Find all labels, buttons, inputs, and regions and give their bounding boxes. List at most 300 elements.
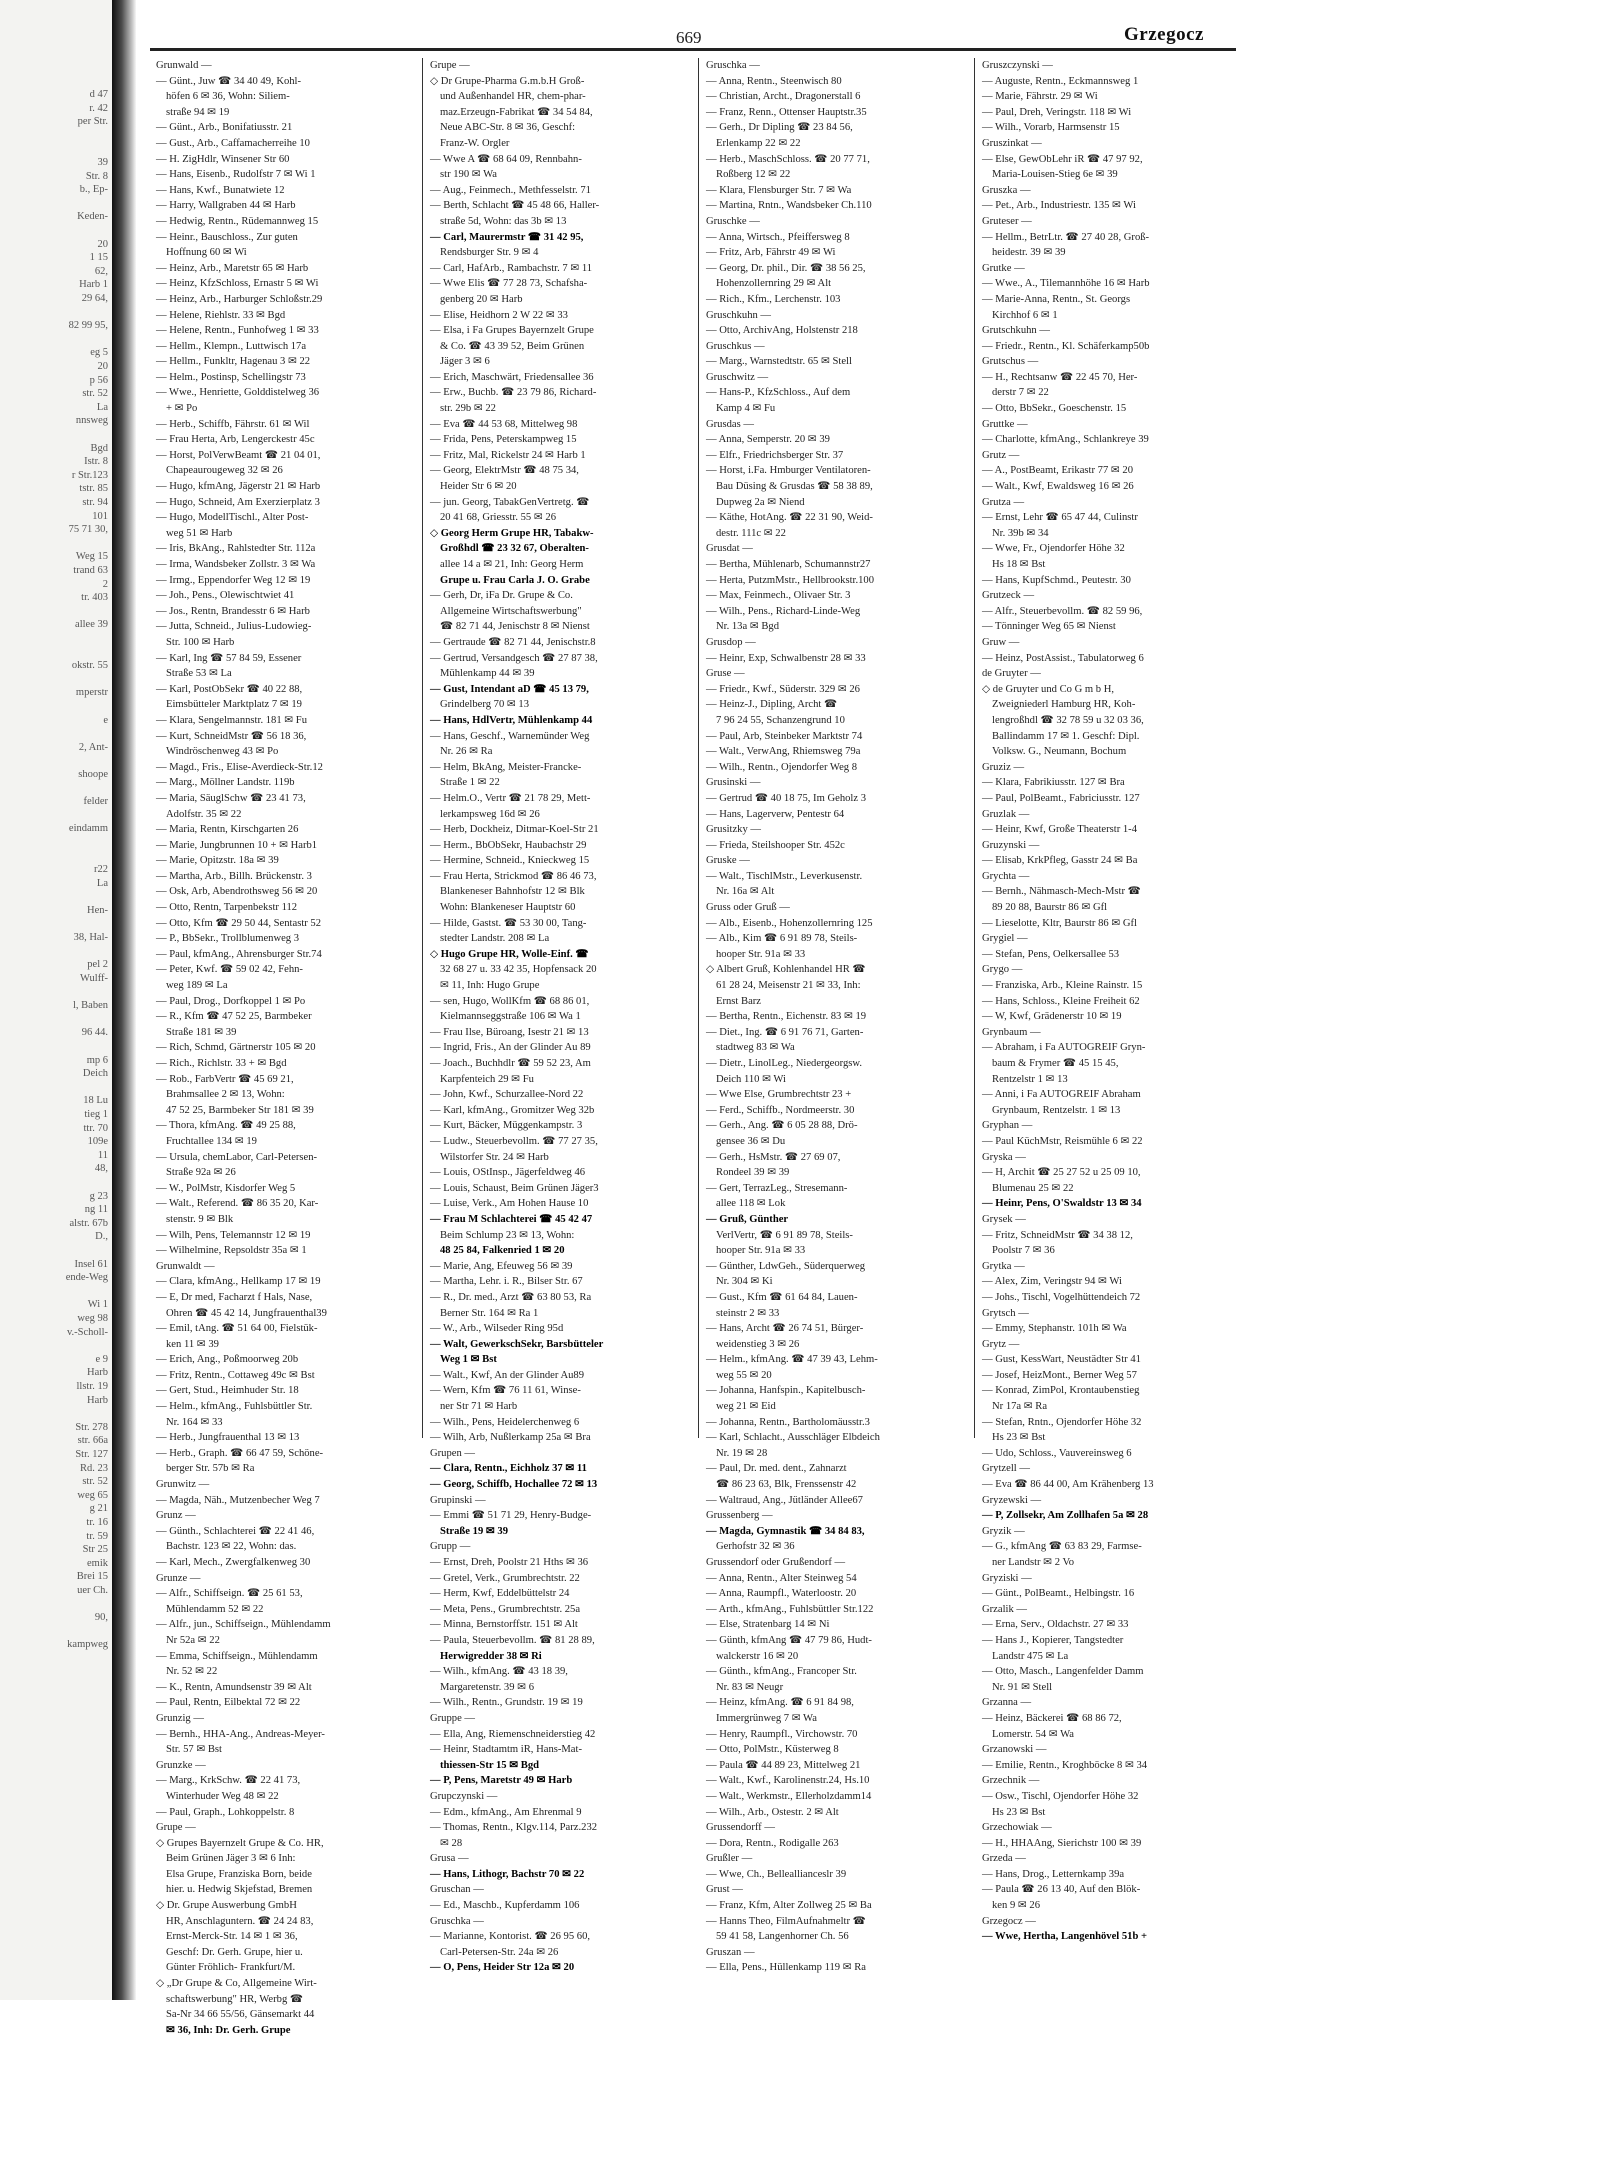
directory-entry: Grupinski — (430, 1494, 486, 1506)
margin-fragment: Harb (87, 1394, 108, 1406)
directory-entry: — Iris, BkAng., Rahlstedter Str. 112a (156, 543, 316, 555)
directory-entry: walckerstr 16 ✉ 20 (716, 1650, 799, 1662)
directory-entry: — Elsa, i Fa Grupes Bayernzelt Grupe (430, 325, 594, 337)
directory-entry: — Luise, Verk., Am Hohen Hause 10 (430, 1198, 589, 1210)
directory-entry: Grytsch — (982, 1307, 1029, 1319)
directory-entry: Winterhuder Weg 48 ✉ 22 (166, 1790, 279, 1802)
directory-entry: gensee 36 ✉ Du (716, 1135, 786, 1147)
directory-entry: — Paul, Rentn, Eilbektal 72 ✉ 22 (156, 1697, 301, 1709)
directory-entry: — Martha, Arb., Billh. Brückenstr. 3 (156, 870, 312, 882)
directory-entry: Herwigredder 38 ✉ Ri (440, 1650, 542, 1662)
directory-entry: Carl-Petersen-Str. 24a ✉ 26 (440, 1946, 559, 1958)
margin-fragment: 96 44. (81, 1027, 108, 1039)
directory-entry: Gruschka — (706, 60, 760, 71)
margin-fragment: 11 (97, 1149, 108, 1161)
directory-entry: Bau Düsing & Grusdas ☎ 58 38 89, (716, 481, 873, 493)
directory-entry: Grysek — (982, 1213, 1026, 1225)
directory-entry: — Heinr, Pens, O'Swaldstr 13 ✉ 34 (982, 1198, 1142, 1210)
directory-entry: Gruszczynski — (982, 60, 1053, 71)
directory-entry: — Marg., KrkSchw. ☎ 22 41 73, (156, 1775, 301, 1787)
directory-entry: — Helm., kfmAng., Fuhlsbüttler Str. (156, 1401, 313, 1413)
margin-fragment: tr. 16 (86, 1517, 108, 1528)
directory-entry: — Paul, kfmAng., Ahrensburger Str.74 (156, 948, 322, 960)
directory-entry: — Hilde, Gastst. ☎ 53 30 00, Tang- (430, 917, 587, 929)
directory-entry: — Helene, Riehlstr. 33 ✉ Bgd (156, 309, 286, 321)
directory-entry: Berner Str. 164 ✉ Ra 1 (440, 1307, 539, 1319)
directory-entry: Grutschkuhn — (982, 325, 1050, 337)
directory-entry: — Max, Feinmech., Olivaer Str. 3 (706, 590, 851, 602)
directory-entry: — G., kfmAng ☎ 63 83 29, Farmse- (982, 1541, 1142, 1553)
margin-fragment: str. 66a (77, 1435, 108, 1447)
directory-entry: — Joach., Buchhdlr ☎ 59 52 23, Am (430, 1058, 591, 1069)
directory-entry: — Auguste, Rentn., Eckmannsweg 1 (982, 75, 1139, 87)
directory-entry: schaftswerbung" HR, Werbg ☎ (166, 1993, 304, 2005)
directory-entry: — Friedr., Kwf., Süderstr. 329 ✉ 26 (706, 683, 860, 695)
directory-entry: 20 41 68, Griesstr. 55 ✉ 26 (440, 512, 556, 524)
directory-entry: Nr 52a ✉ 22 (166, 1634, 220, 1646)
directory-entry: Grust — (706, 1884, 743, 1896)
directory-entry: — Karl, kfmAng., Gromitzer Weg 32b (430, 1104, 595, 1116)
directory-entry: ◇ „Dr Grupe & Co, Allgemeine Wirt- (156, 1978, 317, 1990)
directory-entry: — Marg., Warnstedtstr. 65 ✉ Stell (706, 356, 852, 368)
directory-entry: Gryska — (982, 1151, 1026, 1163)
directory-entry: — Heinz, kfmAng. ☎ 6 91 84 98, (706, 1697, 854, 1709)
directory-entry: 61 28 24, Meisenstr 21 ✉ 33, Inh: (716, 980, 861, 992)
directory-entry: Franz-W. Orgler (440, 137, 510, 149)
directory-entry: — Henry, Raumpfl., Virchowstr. 70 (706, 1728, 858, 1740)
directory-entry: Grynbaum — (982, 1026, 1041, 1038)
directory-entry: Grupe — (430, 60, 470, 71)
margin-fragment: Str. 278 (75, 1421, 108, 1433)
directory-entry: weg 55 ✉ 20 (716, 1369, 772, 1381)
directory-entry: — Harry, Wallgraben 44 ✉ Harb (156, 200, 296, 212)
margin-fragment: okstr. 55 (71, 660, 108, 672)
directory-entry: — Alfr., Schiffseign. ☎ 25 61 53, (156, 1588, 303, 1600)
directory-entry: — Hugo, kfmAng, Jägerstr 21 ✉ Harb (156, 481, 321, 493)
margin-fragment: weg 98 (77, 1313, 108, 1324)
directory-entry: — Wilh., kfmAng. ☎ 43 18 39, (430, 1666, 568, 1678)
directory-entry: — Otto, Rentn, Tarpenbekstr 112 (156, 902, 298, 914)
directory-entry: — Frieda, Steilshooper Str. 452c (706, 839, 845, 851)
directory-entry: heidestr. 39 ✉ 39 (992, 247, 1066, 259)
directory-entry: — Käthe, HotAng. ☎ 22 31 90, Weid- (706, 512, 873, 524)
directory-entry: Grunz — (156, 1510, 196, 1522)
directory-entry: — Martina, Rntn., Wandsbeker Ch.110 (706, 200, 872, 212)
directory-entry: Hohenzollernring 29 ✉ Alt (716, 278, 832, 290)
directory-entry: — Hugo, ModellTischl., Alter Post- (156, 512, 309, 524)
directory-entry: — Magda, Näh., Mutzenbecher Weg 7 (156, 1494, 320, 1506)
directory-entry: — Wilh., Rentn., Grundstr. 19 ✉ 19 (430, 1697, 583, 1709)
margin-fragment: 18 Lu (83, 1095, 108, 1107)
directory-entry: hooper Str. 91a ✉ 33 (716, 1245, 806, 1257)
directory-entry: — Irmg., Eppendorfer Weg 12 ✉ 19 (156, 574, 311, 586)
directory-entry: Grupczynski — (430, 1790, 498, 1802)
margin-fragment: 2 (102, 578, 108, 590)
margin-fragment: Harb 1 (79, 279, 108, 291)
margin-fragment: e (103, 714, 108, 726)
directory-entry: weg 21 ✉ Eid (716, 1401, 776, 1413)
directory-entry: — Johs., Tischl, Vogelhüttendeich 72 (982, 1291, 1141, 1303)
margin-fragment: La (96, 401, 108, 413)
directory-entry: — Ed., Maschb., Kupferdamm 106 (430, 1900, 580, 1912)
margin-fragment: r. 42 (89, 102, 108, 114)
directory-entry: Gruszka — (982, 184, 1031, 196)
margin-fragment: Wi 1 (87, 1299, 108, 1311)
directory-entry: — Wwe, Hertha, Langenhövel 51b + (982, 1931, 1148, 1943)
directory-entry: — Georg, Schiffb, Hochallee 72 ✉ 13 (430, 1479, 598, 1491)
directory-entry: — Gerh, Dr, iFa Dr. Grupe & Co. (430, 590, 573, 602)
directory-entry: Karpfenteich 29 ✉ Fu (440, 1073, 534, 1085)
directory-entry: Wilstorfer Str. 24 ✉ Harb (440, 1151, 549, 1163)
directory-entry: Grußler — (706, 1853, 753, 1865)
directory-entry: — H., Rechtsanw ☎ 22 45 70, Her- (982, 371, 1138, 383)
directory-entry: — sen, Hugo, WollKfm ☎ 68 86 01, (430, 995, 590, 1007)
directory-entry: allee 118 ✉ Lok (716, 1198, 786, 1210)
directory-entry: Mühlenkamp 44 ✉ 39 (440, 668, 535, 680)
directory-entry: — Magd., Fris., Elise-Averdieck-Str.12 (156, 761, 323, 773)
directory-entry: Hs 23 ✉ Bst (992, 1806, 1046, 1818)
directory-entry: Gruss oder Gruß — (706, 902, 790, 914)
directory-entry: — Horst, PolVerwBeamt ☎ 21 04 01, (156, 449, 321, 461)
directory-entry: Fruchtallee 134 ✉ 19 (166, 1135, 257, 1147)
directory-entry: — Walt., Referend. ☎ 86 35 20, Kar- (156, 1198, 319, 1210)
directory-entry: ◇ Dr Grupe-Pharma G.m.b.H Groß- (430, 75, 585, 87)
directory-entry: — Jos., Rentn, Brandesstr 6 ✉ Harb (156, 605, 310, 617)
directory-entry: — Christian, Archt., Dragonerstall 6 (706, 91, 861, 103)
directory-entry: — Otto, Masch., Langenfelder Damm (982, 1666, 1144, 1678)
margin-fragment: Harb (87, 1367, 108, 1379)
directory-entry: Allgemeine Wirtschaftswerbung" (440, 605, 582, 617)
margin-fragment: felder (83, 796, 108, 808)
directory-entry: Grytzell — (982, 1463, 1030, 1475)
directory-entry: — Elisab, KrkPfleg, Gasstr 24 ✉ Ba (982, 855, 1138, 867)
directory-entry: Grunzig — (156, 1712, 204, 1724)
directory-entry: ◇ Georg Herm Grupe HR, Tabakw- (430, 527, 594, 539)
directory-entry: — Paula, Steuerbevollm. ☎ 81 28 89, (430, 1634, 595, 1646)
directory-entry: — Josef, HeizMont., Berner Weg 57 (982, 1369, 1137, 1381)
margin-fragment: l, Baben (73, 1000, 108, 1012)
directory-entry: Gruteser — (982, 215, 1032, 227)
directory-entry: — Bernh., Nähmasch-Mech-Mstr ☎ (982, 886, 1141, 898)
directory-entry: — Georg, Dr. phil., Dir. ☎ 38 56 25, (706, 262, 866, 274)
directory-entry: — H, Archit ☎ 25 27 52 u 25 09 10, (982, 1167, 1141, 1179)
directory-entry: — Fritz, Arb, Fährstr 49 ✉ Wi (706, 247, 836, 259)
directory-entry: Nr. 304 ✉ Ki (716, 1276, 773, 1288)
directory-entry: — Helm.O., Vertr ☎ 21 78 29, Mett- (430, 792, 591, 804)
directory-entry: Nr. 164 ✉ 33 (166, 1416, 223, 1428)
margin-fragment: Hen- (87, 905, 108, 916)
margin-fragment: D., (95, 1231, 108, 1243)
directory-entry: Gerhofstr 32 ✉ 36 (716, 1541, 795, 1553)
page-binding-shadow (112, 0, 136, 2000)
directory-entry: — Pet., Arb., Industriestr. 135 ✉ Wi (982, 200, 1136, 212)
directory-entry: — Rob., FarbVertr ☎ 45 69 21, (156, 1073, 294, 1085)
directory-entry: Grutke — (982, 262, 1025, 274)
margin-fragment: Str. 8 (85, 170, 108, 182)
directory-entry: Nr. 13a ✉ Bgd (716, 621, 780, 633)
directory-entry: Chapeaurougeweg 32 ✉ 26 (166, 465, 283, 477)
directory-entry: Jäger 3 ✉ 6 (440, 356, 490, 368)
directory-entry: — Günther, LdwGeh., Süderquerweg (706, 1260, 866, 1272)
previous-page-margin (0, 0, 112, 2000)
directory-entry: — Marie, Fährstr. 29 ✉ Wi (982, 91, 1098, 103)
directory-column-4 (982, 58, 1236, 1943)
margin-fragment: 20 (97, 238, 108, 250)
margin-fragment: 39 (97, 157, 108, 168)
directory-entry: — Gertraude ☎ 82 71 44, Jenischstr.8 (430, 636, 596, 648)
directory-entry: — Wilh., Vorarb, Harmsenstr 15 (982, 122, 1120, 134)
directory-entry: — Hans-P., KfzSchloss., Auf dem (706, 387, 851, 399)
margin-fragment: r22 (94, 864, 108, 876)
directory-entry: — Fritz, SchneidMstr ☎ 34 38 12, (982, 1229, 1133, 1241)
directory-entry: — Carl, Maurermstr ☎ 31 42 95, (430, 231, 584, 243)
directory-entry: — Herb., MaschSchloss. ☎ 20 77 71, (706, 153, 870, 165)
directory-entry: 89 20 88, Baurstr 86 ✉ Gfl (992, 902, 1108, 914)
margin-fragment: per Str. (77, 116, 108, 128)
directory-entry: — Hermine, Schneid., Knieckweg 15 (430, 855, 590, 867)
margin-fragment: 48, (94, 1163, 108, 1175)
directory-entry: Grusinski — (706, 777, 761, 789)
directory-entry: Grussenberg — (706, 1510, 773, 1522)
margin-fragment: str. 52 (82, 388, 108, 400)
directory-entry: Kirchhof 6 ✉ 1 (992, 309, 1058, 321)
directory-entry: — Hans, Lithogr, Bachstr 70 ✉ 22 (430, 1868, 585, 1880)
directory-entry: — Franz, Renn., Ottenser Hauptstr.35 (706, 106, 867, 118)
directory-entry: — Marianne, Kontorist. ☎ 26 95 60, (430, 1931, 591, 1943)
directory-entry: — Otto, PolMstr., Küsterweg 8 (706, 1744, 839, 1756)
margin-fragment: ttr. 70 (83, 1122, 108, 1134)
directory-entry: — Walt, GewerkschSekr, Barsbütteler (430, 1338, 604, 1350)
directory-entry: — Clara, kfmAng., Hellkamp 17 ✉ 19 (156, 1276, 321, 1288)
directory-entry: — Erw., Buchb. ☎ 23 79 86, Richard- (430, 387, 597, 399)
directory-entry: — Franz, Kfm, Alter Zollweg 25 ✉ Ba (706, 1900, 872, 1912)
directory-entry: Grupe — (156, 1822, 196, 1834)
directory-entry: — Paul, Arb, Steinbeker Marktstr 74 (706, 730, 863, 742)
directory-entry: — Heinr, Exp, Schwalbenstr 28 ✉ 33 (706, 652, 866, 664)
directory-entry: — Frida, Pens, Peterskampweg 15 (430, 434, 577, 446)
directory-entry: 7 96 24 55, Schanzengrund 10 (716, 714, 845, 726)
directory-entry: — Paul, Graph., Lohkoppelstr. 8 (156, 1806, 295, 1818)
directory-entry: — Bernh., HHA-Ang., Andreas-Meyer- (156, 1728, 325, 1740)
directory-entry: Grzanowski — (982, 1744, 1047, 1756)
directory-entry: — Heinz, PostAssist., Tabulatorweg 6 (982, 652, 1144, 664)
directory-entry: — Herta, PutzmMstr., Hellbrookstr.100 (706, 574, 875, 586)
directory-entry: — Walt., Kwf, Ewaldsweg 16 ✉ 26 (982, 481, 1134, 493)
directory-entry: — Fritz, Rentn., Cottaweg 49c ✉ Bst (156, 1369, 315, 1381)
margin-fragment: 38, Hal- (73, 932, 108, 944)
directory-entry: straße 94 ✉ 19 (166, 106, 230, 118)
margin-fragment: g 21 (89, 1503, 108, 1515)
directory-entry: ☎ 82 71 44, Jenischstr 8 ✉ Nienst (440, 621, 590, 633)
directory-entry: Grutz — (982, 449, 1020, 461)
margin-fragment: 90, (94, 1612, 108, 1624)
directory-entry: Grunwitz — (156, 1479, 210, 1491)
directory-entry: Gruszinkat — (982, 137, 1042, 149)
directory-entry: Rendsburger Str. 9 ✉ 4 (440, 247, 539, 259)
directory-entry: — Gerh., Dr Dipling ☎ 23 84 56, (706, 122, 853, 134)
directory-entry: — Hugo, Schneid, Am Exerzierplatz 3 (156, 496, 320, 508)
directory-entry: 47 52 25, Barmbeker Str 181 ✉ 39 (166, 1104, 314, 1116)
directory-entry: Margaretenstr. 39 ✉ 6 (440, 1681, 534, 1693)
margin-fragment: 75 71 30, (68, 524, 108, 536)
directory-entry: — Gruß, Günther (706, 1213, 789, 1225)
directory-entry: — Diet., Ing. ☎ 6 91 76 71, Garten- (706, 1026, 864, 1038)
directory-entry: — Kurt, Bäcker, Müggenkampstr. 3 (430, 1120, 583, 1132)
directory-entry: Grzechnik — (982, 1775, 1040, 1787)
directory-entry: — W., PolMstr, Kisdorfer Weg 5 (156, 1182, 296, 1194)
directory-entry: — Clara, Rentn., Eichholz 37 ✉ 11 (430, 1463, 587, 1475)
directory-entry: Mühlendamm 52 ✉ 22 (166, 1603, 264, 1615)
directory-entry: Grutschus — (982, 356, 1039, 368)
directory-entry: — Paul, Drog., Dorfkoppel 1 ✉ Po (156, 995, 306, 1007)
directory-entry: & Co. ☎ 43 39 52, Beim Grünen (440, 340, 585, 352)
directory-entry: — Wern, Kfm ☎ 76 11 61, Winse- (430, 1385, 581, 1397)
directory-entry: Gryziski — (982, 1572, 1032, 1584)
directory-entry: ✉ 11, Inh: Hugo Grupe (440, 980, 540, 992)
directory-entry: — jun. Georg, TabakGenVertretg. ☎ (430, 496, 590, 508)
directory-entry: — Hellm., Klempn., Luttwisch 17a (156, 340, 307, 352)
directory-entry: — Heinr, Stadtamtm iR, Hans-Mat- (430, 1744, 582, 1756)
directory-entry: Nr. 83 ✉ Neugr (716, 1681, 784, 1693)
directory-entry: Gryphan — (982, 1120, 1033, 1132)
directory-entry: — Bertha, Rentn., Eichenstr. 83 ✉ 19 (706, 1011, 867, 1023)
directory-entry: 32 68 27 u. 33 42 35, Hopfensack 20 (440, 964, 597, 976)
directory-entry: Lomerstr. 54 ✉ Wa (992, 1728, 1074, 1740)
margin-fragment: alstr. 67b (69, 1217, 108, 1229)
directory-entry: Gruziz — (982, 761, 1025, 773)
directory-entry: ☎ 86 23 63, Blk, Frenssenstr 42 (716, 1479, 857, 1491)
margin-fragment: Brei 15 (76, 1571, 108, 1583)
directory-entry: — Gust., Kfm ☎ 61 64 84, Lauen- (706, 1291, 858, 1303)
directory-entry: — Rich., Kfm., Lerchenstr. 103 (706, 293, 841, 305)
directory-entry: Sa-Nr 34 66 55/56, Gänsemarkt 44 (166, 2009, 315, 2021)
directory-entry: Brahmsallee 2 ✉ 13, Wohn: (166, 1089, 285, 1101)
margin-fragment: shoope (78, 769, 108, 780)
margin-fragment: 62, (94, 265, 108, 277)
directory-entry: Blumenau 25 ✉ 22 (992, 1182, 1074, 1194)
directory-entry: — P, Zollsekr, Am Zollhafen 5a ✉ 28 (982, 1510, 1149, 1522)
directory-entry: Gruttke — (982, 418, 1028, 430)
directory-entry: — Eva ☎ 44 53 68, Mittelweg 98 (430, 418, 578, 430)
page-number: 669 (676, 28, 702, 47)
directory-entry: Gruschan — (430, 1884, 484, 1896)
column-divider (698, 58, 699, 1438)
directory-entry: weg 51 ✉ Harb (166, 527, 233, 539)
margin-fragment: Wulff- (80, 973, 108, 984)
directory-entry: — Gertrud, Versandgesch ☎ 27 87 38, (430, 652, 598, 664)
directory-entry: — Hans J., Kopierer, Tangstedter (982, 1634, 1124, 1646)
directory-entry: — Günt., Juw ☎ 34 40 49, Kohl- (156, 75, 302, 87)
directory-entry: — Friedr., Rentn., Kl. Schäferkamp50b (982, 340, 1150, 352)
directory-entry: 59 41 58, Langenhorner Ch. 56 (716, 1931, 849, 1943)
margin-fragment: uer Ch. (77, 1585, 108, 1596)
directory-entry: — Johanna, Hanfspin., Kapitelbusch- (706, 1385, 866, 1397)
directory-entry: weg 189 ✉ La (166, 980, 228, 992)
directory-column-2 (430, 58, 684, 1974)
directory-entry: Gruschka — (430, 1915, 484, 1927)
margin-fragment: 2, Ant- (78, 741, 108, 753)
margin-fragment: 1 15 (89, 252, 108, 264)
directory-entry: — Hanns Theo, FilmAufnahmeltr ☎ (706, 1915, 866, 1927)
directory-entry: — Paul KüchMstr, Reismühle 6 ✉ 22 (982, 1135, 1143, 1147)
directory-entry: — Günt., Arb., Bonifatiusstr. 21 (156, 122, 293, 134)
directory-entry: Kamp 4 ✉ Fu (716, 403, 776, 415)
directory-entry: — Gert, Stud., Heimhuder Str. 18 (156, 1385, 299, 1397)
directory-entry: — Heinz, Arb., Maretstr 65 ✉ Harb (156, 262, 309, 274)
directory-entry: — W., Arb., Wilseder Ring 95d (430, 1323, 564, 1335)
directory-entry: — Hans, HdlVertr, Mühlenkamp 44 (430, 714, 593, 726)
directory-entry: straße 5d, Wohn: das 3b ✉ 13 (440, 215, 567, 227)
directory-entry: Grytz — (982, 1338, 1020, 1350)
directory-entry: — Herm, Kwf, Eddelbüttelstr 24 (430, 1588, 570, 1600)
directory-entry: + ✉ Po (166, 403, 198, 415)
directory-entry: — Ludw., Steuerbevollm. ☎ 77 27 35, (430, 1135, 598, 1147)
header-rule (150, 48, 1236, 51)
directory-entry: — Hellm., Funkltr, Hagenau 3 ✉ 22 (156, 356, 311, 368)
directory-entry: — P, Pens, Maretstr 49 ✉ Harb (430, 1775, 573, 1787)
directory-entry: — Wwe., Henriette, Golddistelweg 36 (156, 387, 320, 399)
directory-entry: — Frau Herta, Strickmod ☎ 86 46 73, (430, 870, 597, 882)
directory-entry: — Eva ☎ 86 44 00, Am Krähenberg 13 (982, 1479, 1154, 1491)
directory-entry: — Hans, Drog., Letternkamp 39a (982, 1868, 1125, 1880)
directory-entry: — Gust, Intendant aD ☎ 45 13 79, (430, 683, 589, 695)
directory-entry: — Martha, Lehr. i. R., Bilser Str. 67 (430, 1276, 583, 1288)
directory-entry: Grzechowiak — (982, 1822, 1052, 1834)
directory-entry: — Else, Stratenbarg 14 ✉ Ni (706, 1619, 830, 1631)
directory-entry: Gruzlak — (982, 808, 1030, 820)
directory-entry: — Anna, Rentn., Alter Steinweg 54 (706, 1572, 857, 1584)
directory-entry: — Walt., Kwf, An der Glinder Au89 (430, 1369, 585, 1381)
directory-entry: Nr 17a ✉ Ra (992, 1401, 1048, 1413)
directory-entry: Landstr 475 ✉ La (992, 1650, 1069, 1662)
directory-entry: Straße 92a ✉ 26 (166, 1167, 236, 1179)
directory-entry: — Gertrud ☎ 40 18 75, Im Geholz 3 (706, 792, 867, 804)
directory-entry: Heider Str 6 ✉ 20 (440, 481, 517, 493)
directory-entry: ner Str 71 ✉ Harb (440, 1401, 518, 1413)
directory-entry: Roßberg 12 ✉ 22 (716, 169, 791, 181)
directory-entry: hier. u. Hedwig Skjefstad, Bremen (166, 1884, 313, 1896)
directory-entry: — Stefan, Pens, Oelkersallee 53 (982, 948, 1120, 960)
directory-entry: — Frau M Schlachterei ☎ 45 42 47 (430, 1213, 593, 1225)
directory-entry: — Wwe, Fr., Ojendorfer Höhe 32 (982, 543, 1125, 555)
directory-entry: — Herm., BbObSekr, Haubachstr 29 (430, 839, 587, 851)
directory-entry: Erlenkamp 22 ✉ 22 (716, 137, 801, 149)
directory-column-1 (156, 58, 410, 2036)
directory-entry: — Anna, Wirtsch., Pfeifferswеg 8 (706, 231, 850, 243)
directory-entry: Gryzik — (982, 1525, 1025, 1537)
directory-entry: ✉ 36, Inh: Dr. Gerh. Grupe (166, 2024, 291, 2036)
directory-entry: — O, Pens, Heider Str 12a ✉ 20 (430, 1962, 575, 1974)
directory-entry: — Elfr., Friedrichsberger Str. 37 (706, 449, 844, 461)
directory-entry: — Thomas, Rentn., Klgv.114, Parz.232 (430, 1822, 598, 1834)
directory-entry: Straße 19 ✉ 39 (440, 1525, 509, 1537)
directory-entry: lerkampsweg 16d ✉ 26 (440, 808, 540, 820)
directory-entry: — Paul, PolBeamt., Fabriciusstr. 127 (982, 792, 1140, 804)
directory-entry: Gruw — (982, 636, 1020, 648)
directory-entry: — Alex, Zim, Veringstr 94 ✉ Wi (982, 1276, 1122, 1288)
directory-entry: — Hans, Kwf., Bunatwiete 12 (156, 184, 285, 196)
margin-fragment: g 23 (89, 1190, 108, 1202)
directory-entry: — Ferd., Schiffb., Nordmeerstr. 30 (706, 1104, 855, 1116)
directory-entry: — Heinr, Kwf, Große Theaterstr 1-4 (982, 824, 1138, 836)
directory-entry: — Otto, BbSekr., Goeschenstr. 15 (982, 403, 1127, 415)
margin-fragment: tr. 59 (86, 1530, 108, 1542)
directory-entry: Grupp — (430, 1541, 471, 1553)
directory-entry: Eimsbütteler Marktplatz 7 ✉ 19 (166, 699, 302, 711)
directory-entry: — Hedwig, Rentn., Rüdemannweg 15 (156, 215, 319, 227)
margin-fragment: d 47 (89, 89, 108, 100)
directory-entry: und Außenhandel HR, chem-phar- (440, 91, 586, 103)
